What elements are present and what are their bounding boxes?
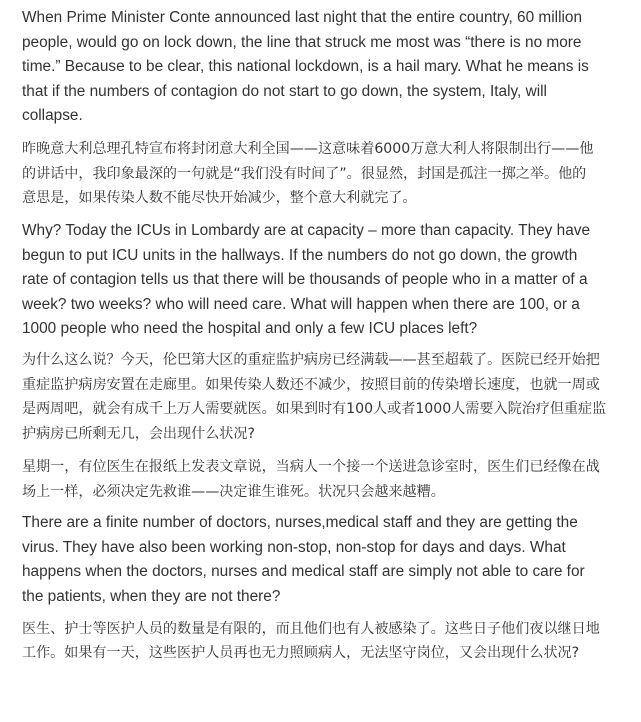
paragraph-en-lockdown: When Prime Minister Conte announced last night that the entire country, 60 million people, would go on lock down, the line that struck me most was “there is no more time.” Because to be clear, this national lockdown, is a hail mary. What he means is that if the numbers of contagion do not start to go down, the system, Italy, will collapse. (22, 9, 589, 125)
paragraph-zh-medical-staff: 医生、护士等医护人员的数量是有限的，而且他们也有人被感染了。这些日子他们夜以继日地 工作。如果有一天，这些医护人员再也无力照顾病人，无法坚守岗位，又会出现什么状况? (22, 620, 600, 662)
paragraph-zh-lockdown: 昨晚意大利总理孔特宣布将封闭意大利全国——这意味着6000万意大利人将限制出行——他 的讲话中，我印象最深的一句就是“我们没有时间了”。很显然，封国是孤注一掷之举。他的 意思是，如果传染人数不能尽快开始减少，整个意大利就完了。 (22, 140, 594, 207)
paragraph-zh-icu-capacity: 为什么这么说？今天，伦巴第大区的重症监护病房已经满载——甚至超载了。医院已经开始把 重症监护病房安置在走廊里。如果传染人数还不减少，按照目前的传染增长速度，也就一周或 是两周吧，就会有成千上万人需要就医。如果到时有100人或者1000人需要入院治疗但重症监 护病房已所剩无几，会出现什么状况? (22, 352, 607, 443)
article-body (22, 6, 627, 666)
paragraph-en-medical-staff: There are a finite number of doctors, nurses,medical staff and they are getting the virus. They have also been working non-stop, non-stop for days and days. What happens when the doctors, nurses and medical staff are simply not able to care for the patients, when they are not there? (22, 514, 585, 606)
paragraph-zh-triage: 星期一，有位医生在报纸上发表文章说，当病人一个接一个送进急诊室时，医生们已经像在战 场上一样，必须决定先救谁——决定谁生谁死。状况只会越来越糟。 (22, 458, 600, 500)
paragraph-en-icu-capacity: Why? Today the ICUs in Lombardy are at capacity – more than capacity. They have begun to put ICU units in the hallways. If the numbers do not go down, the growth rate of contagion tells us that there will be thousands of people who in a matter of a week? two weeks? who will need care. What will happen when there are 100, or a 1000 people who need the hospital and only a few ICU places left? (22, 222, 591, 338)
